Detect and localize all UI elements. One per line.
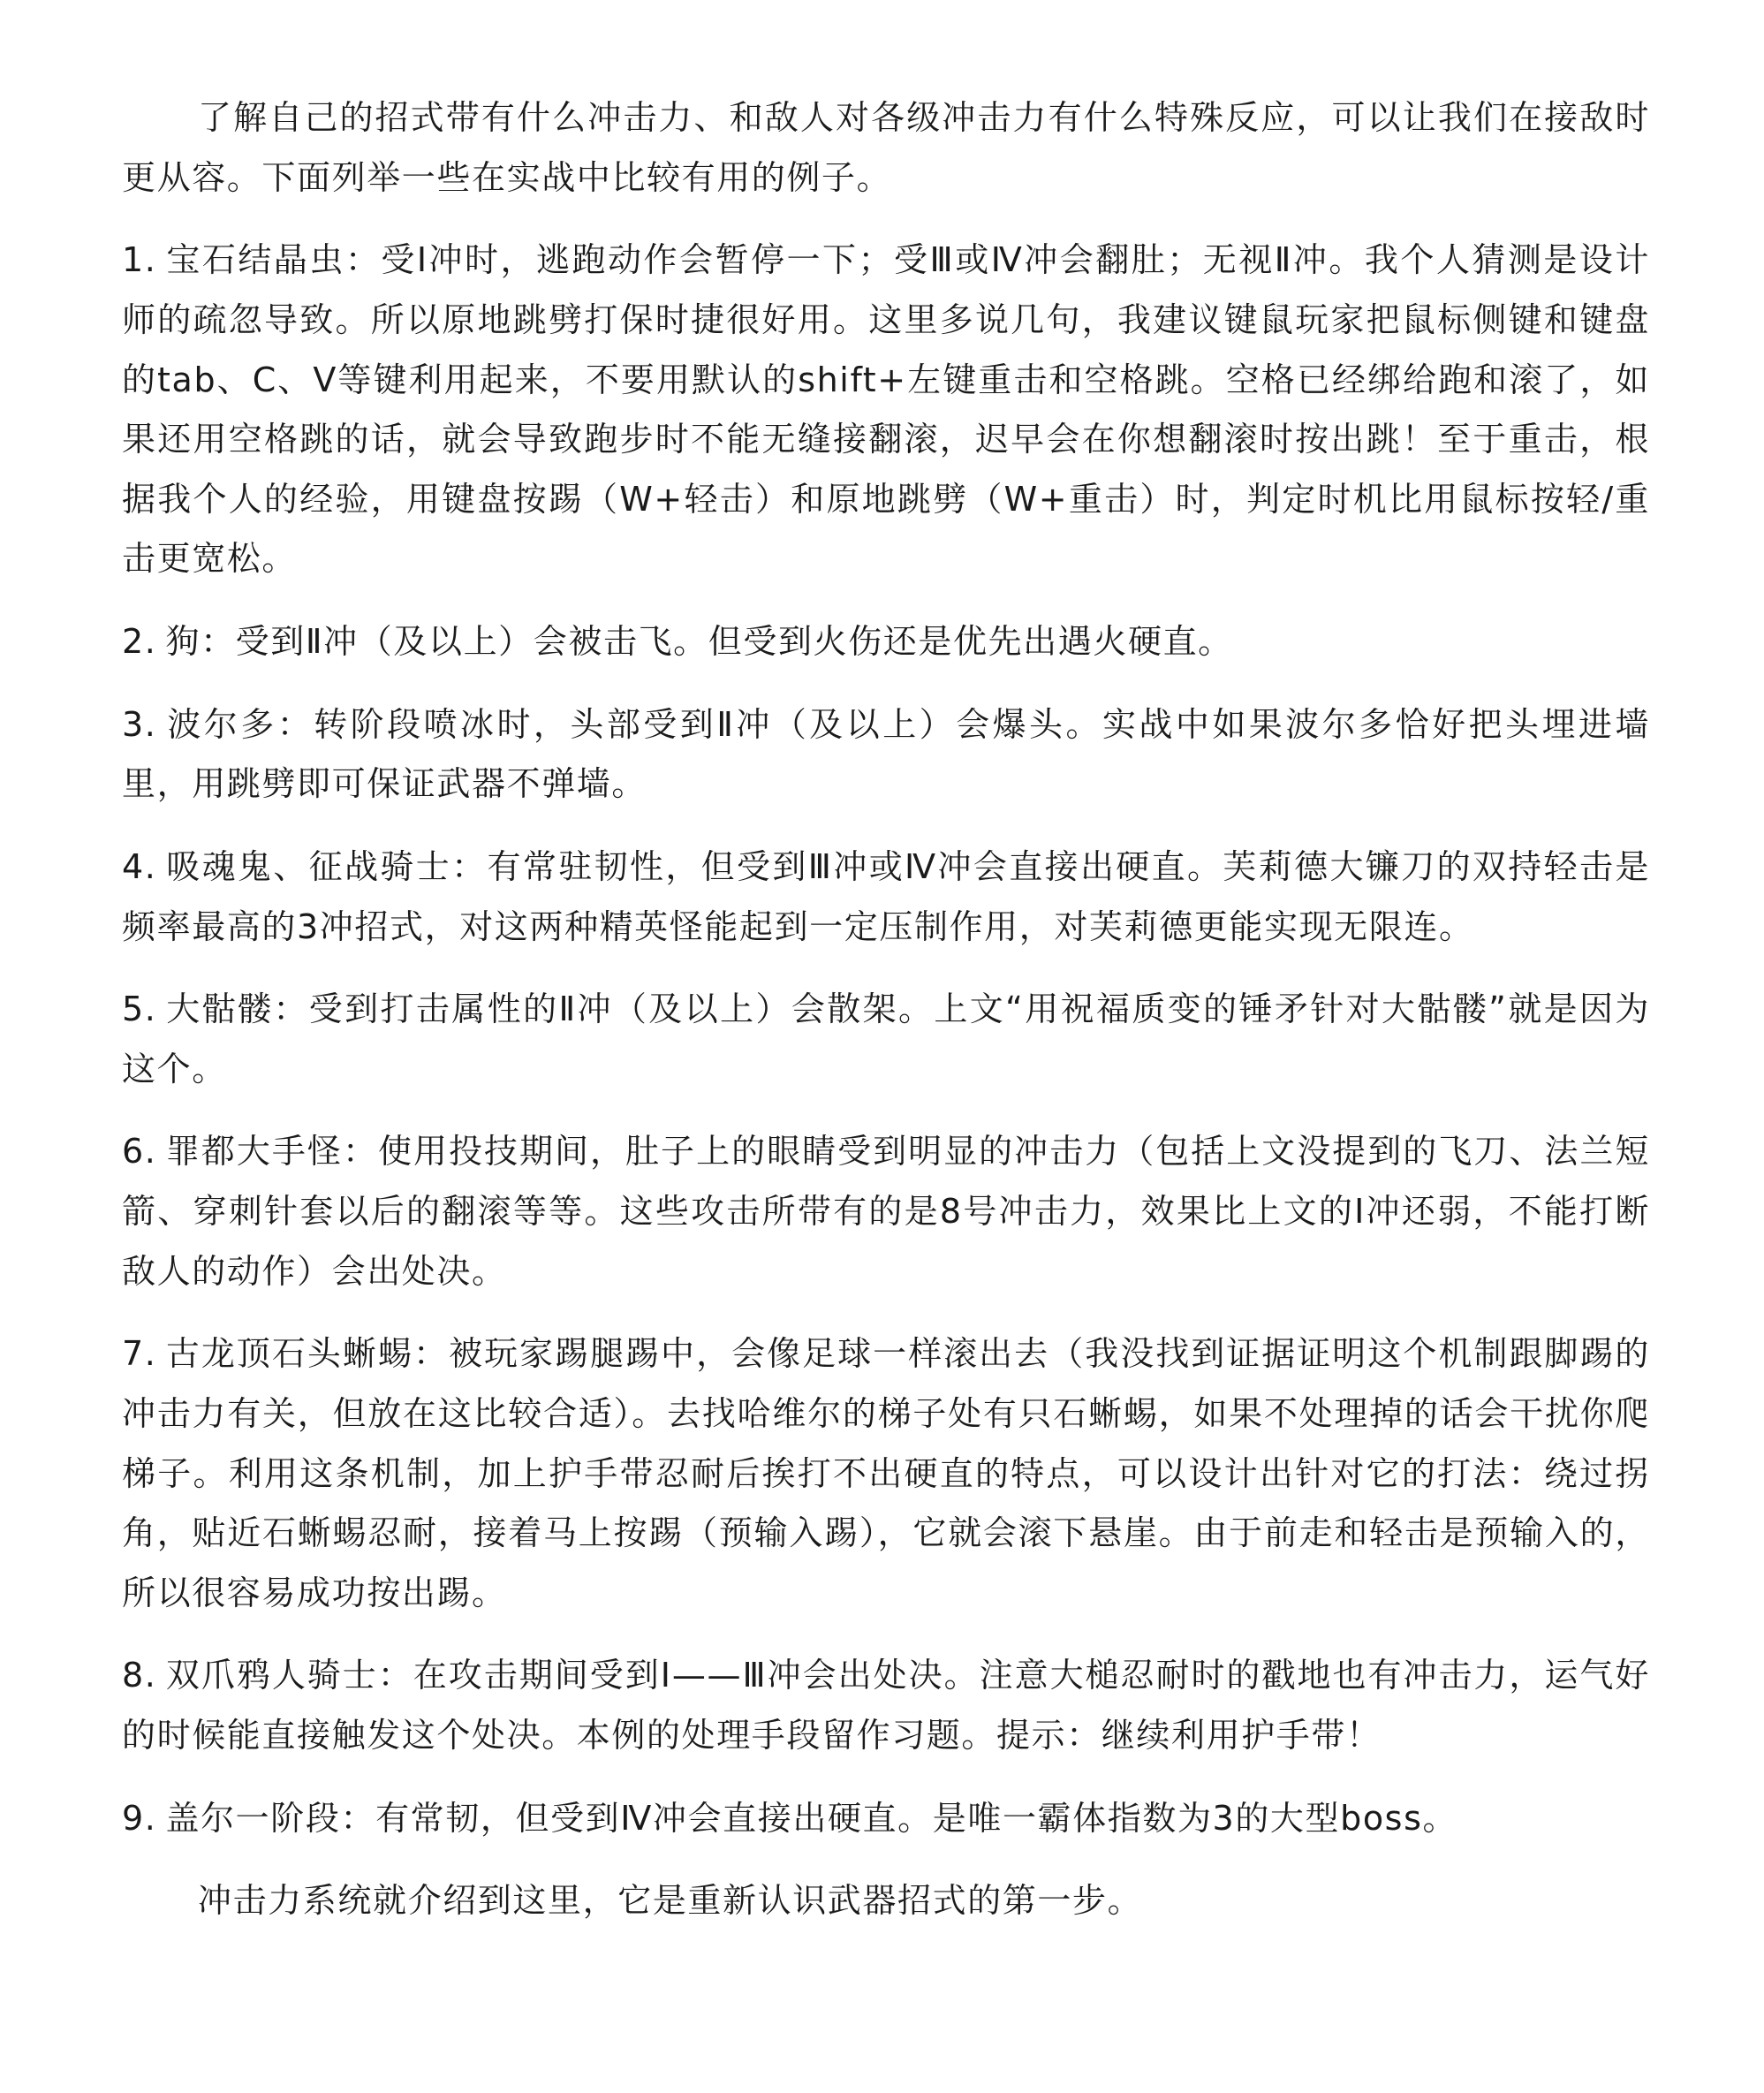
list-item-8 (122, 1646, 1650, 1765)
list-item-3 (122, 695, 1650, 815)
list-item-1 (122, 231, 1650, 589)
list-item-number: 1. (122, 240, 157, 280)
list-item-text: 波尔多：转阶段喷冰时，头部受到Ⅱ冲（及以上）会爆头。实战中如果波尔多恰好把头埋进墙里，用跳劈即可保证武器不弹墙。 (122, 704, 1650, 804)
intro-paragraph: 了解自己的招式带有什么冲击力、和敌人对各级冲击力有什么特殊反应，可以让我们在接敌时更从容。下面列举一些在实战中比较有用的例子。 (122, 98, 1650, 197)
list-item-text: 宝石结晶虫：受Ⅰ冲时，逃跑动作会暂停一下；受Ⅲ或Ⅳ冲会翻肚；无视Ⅱ冲。我个人猜测是设计师的疏忽导致。所以原地跳劈打保时捷很好用。这里多说几句，我建议键鼠玩家把鼠标侧键和键盘的tab、C、V等键利用起来，不要用默认的shift+左键重击和空格跳。空格已经绑给跑和滚了，如果还用空格跳的话，就会导致跑步时不能无缝接翻滚，迟早会在你想翻滚时按出跳！至于重击，根据我个人的经验，用键盘按踢（W+轻击）和原地跳劈（W+重击）时，判定时机比用鼠标按轻/重击更宽松。 (122, 240, 1650, 579)
list-item-number: 9. (122, 1798, 157, 1838)
list-item-9 (122, 1789, 1650, 1849)
list-item-number: 6. (122, 1132, 157, 1172)
list-item-number: 8. (122, 1656, 157, 1695)
list-item-4 (122, 838, 1650, 957)
list-item-number: 2. (122, 622, 157, 661)
list-item-text: 吸魂鬼、征战骑士：有常驻韧性，但受到Ⅲ冲或Ⅳ冲会直接出硬直。芙莉德大镰刀的双持轻击是频率最高的3冲招式，对这两种精英怪能起到一定压制作用，对芙莉德更能实现无限连。 (122, 846, 1650, 946)
list-item-text: 狗：受到Ⅱ冲（及以上）会被击飞。但受到火伤还是优先出遇火硬直。 (165, 622, 1233, 661)
list-item-text: 大骷髅：受到打击属性的Ⅱ冲（及以上）会散架。上文“用祝福质变的锤矛针对大骷髅”就是因为这个。 (122, 990, 1650, 1088)
list-item-6 (122, 1122, 1650, 1301)
list-item-number: 3. (122, 704, 157, 744)
outro-paragraph: 冲击力系统就介绍到这里，它是重新认识武器招式的第一步。 (198, 1881, 1143, 1921)
document-page (122, 88, 1650, 1954)
list-item-text: 盖尔一阶段：有常韧，但受到Ⅳ冲会直接出硬直。是唯一霸体指数为3的大型boss。 (165, 1798, 1458, 1838)
list-item-2 (122, 612, 1650, 672)
list-item-number: 7. (122, 1334, 157, 1374)
list-item-text: 双爪鸦人骑士：在攻击期间受到Ⅰ——Ⅲ冲会出处决。注意大槌忍耐时的戳地也有冲击力，运气好的时候能直接触发这个处决。本例的处理手段留作习题。提示：继续利用护手带！ (122, 1656, 1650, 1755)
list-item-text: 古龙顶石头蜥蜴：被玩家踢腿踢中，会像足球一样滚出去（我没找到证据证明这个机制跟脚踢的冲击力有关，但放在这比较合适）。去找哈维尔的梯子处有只石蜥蜴，如果不处理掉的话会干扰你爬梯子。利用这条机制，加上护手带忍耐后挨打不出硬直的特点，可以设计出针对它的打法：绕过拐角，贴近石蜥蜴忍耐，接着马上按踢（预输入踢），它就会滚下悬崖。由于前走和轻击是预输入的，所以很容易成功按出踢。 (122, 1334, 1650, 1612)
list-item-number: 4. (122, 846, 157, 886)
list-item-5 (122, 980, 1650, 1099)
list-item-number: 5. (122, 990, 157, 1029)
list-item-7 (122, 1324, 1650, 1623)
list-item-text: 罪都大手怪：使用投技期间，肚子上的眼睛受到明显的冲击力（包括上文没提到的飞刀、法兰短箭、穿刺针套以后的翻滚等等。这些攻击所带有的是8号冲击力，效果比上文的Ⅰ冲还弱，不能打断敌人的动作）会出处决。 (122, 1132, 1650, 1291)
